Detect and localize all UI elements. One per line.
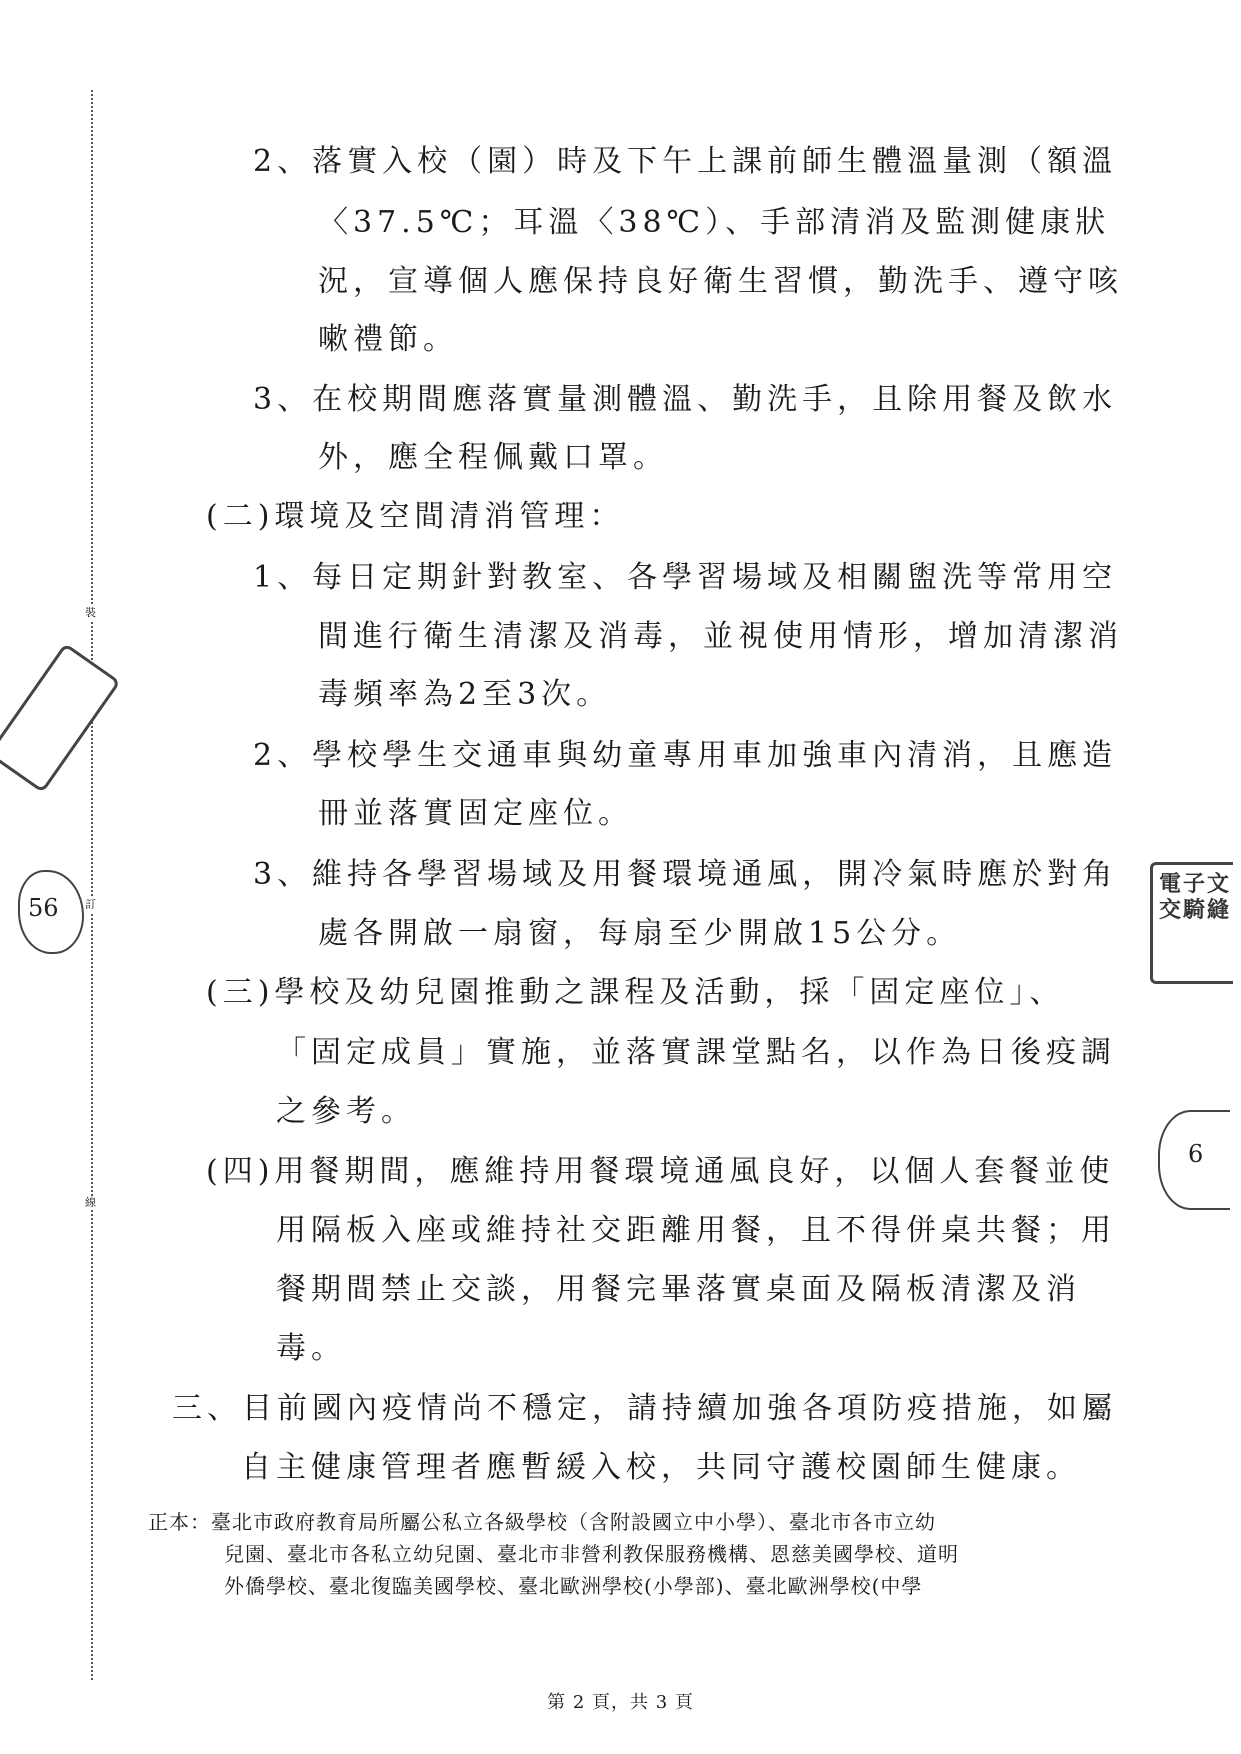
body-line: 嗽禮節。: [318, 322, 458, 357]
body-line: 毒。: [276, 1331, 346, 1366]
cc-line: 外僑學校、臺北復臨美國學校、臺北歐洲學校(小學部)、臺北歐洲學校(中學: [224, 1574, 923, 1598]
body-line: 況，宣導個人應保持良好衛生習慣，勤洗手、遵守咳: [318, 264, 1123, 299]
body-line: 毒頻率為2至3次。: [318, 677, 612, 712]
body-line: 之參考。: [276, 1094, 416, 1129]
body-line: 「固定成員」實施，並落實課堂點名，以作為日後疫調: [276, 1035, 1116, 1070]
left-page-number-badge: [18, 870, 84, 954]
section-heading: (三)學校及幼兒園推動之課程及活動，採「固定座位」、: [206, 975, 1065, 1010]
body-line: 3、在校期間應落實量測體溫、勤洗手，且除用餐及飲水: [253, 382, 1118, 417]
body-line: 處各開啟一扇窗，每扇至少開啟15公分。: [318, 916, 962, 951]
right-page-number-badge: [1158, 1110, 1230, 1210]
binding-mark-zhuang: 裝: [85, 606, 96, 619]
body-line: 用隔板入座或維持社交距離用餐，且不得併桌共餐；用: [276, 1213, 1116, 1248]
right-seal-stamp: 電子文交騎縫: [1150, 862, 1233, 984]
body-line: 間進行衛生清潔及消毒，並視使用情形，增加清潔消: [318, 619, 1123, 654]
body-line: 冊並落實固定座位。: [318, 796, 633, 831]
body-line: 〈37.5℃；耳溫〈38℃）、手部清消及監測健康狀: [318, 205, 1111, 240]
body-line: 餐期間禁止交談，用餐完畢落實桌面及隔板清潔及消: [276, 1272, 1081, 1307]
section-heading: (二)環境及空間清消管理：: [206, 499, 625, 534]
cc-line: 兒園、臺北市各私立幼兒園、臺北市非營利教保服務機構、恩慈美國學校、道明: [224, 1542, 959, 1566]
binding-mark-xian: 線: [85, 1196, 96, 1209]
body-line: 2、落實入校（園）時及下午上課前師生體溫量測（額溫: [253, 144, 1118, 179]
binding-line: [91, 90, 93, 1680]
body-line: 1、每日定期針對教室、各學習場域及相關盥洗等常用空: [253, 560, 1118, 595]
section-heading: (四)用餐期間，應維持用餐環境通風良好，以個人套餐並使: [206, 1154, 1115, 1189]
section-heading: 三、目前國內疫情尚不穩定，請持續加強各項防疫措施，如屬: [172, 1391, 1117, 1426]
body-line: 自主健康管理者應暫緩入校，共同守護校園師生健康。: [241, 1450, 1081, 1485]
cc-line: 正本：臺北市政府教育局所屬公私立各級學校（含附設國立中小學）、臺北市各市立幼: [148, 1510, 936, 1534]
page-footer: 第 2 頁，共 3 頁: [547, 1692, 694, 1713]
body-line: 外，應全程佩戴口罩。: [318, 440, 668, 475]
left-seal-stamp: [0, 643, 121, 793]
binding-mark-ding: 訂: [85, 898, 96, 911]
body-line: 3、維持各學習場域及用餐環境通風，開冷氣時應於對角: [253, 857, 1118, 892]
right-page-number: 6: [1188, 1140, 1204, 1168]
left-page-number: 56: [28, 894, 59, 922]
body-line: 2、學校學生交通車與幼童專用車加強車內清消，且應造: [253, 738, 1118, 773]
